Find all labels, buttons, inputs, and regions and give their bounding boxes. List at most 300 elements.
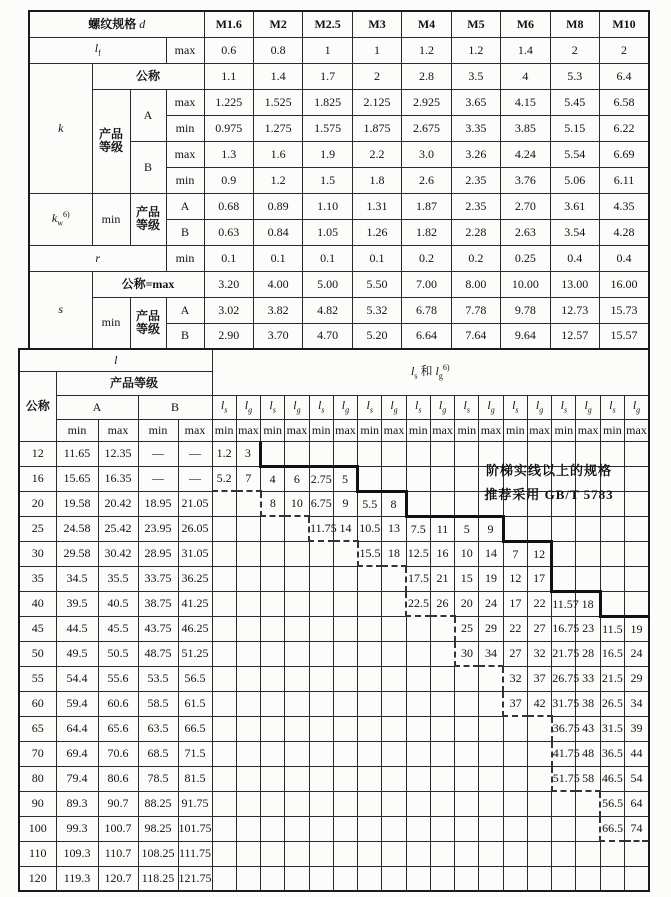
cell — [406, 841, 430, 866]
column-symbol-cell: $l_s$ — [309, 395, 333, 419]
value-cell: 3.0 — [402, 141, 451, 167]
cell: 18.95 — [138, 491, 178, 516]
cell: 39.5 — [56, 591, 98, 616]
cell — [503, 841, 527, 866]
column-limit-cell: max — [527, 419, 551, 441]
cell — [236, 666, 260, 691]
value-cell: 3.26 — [451, 141, 500, 167]
value-cell: 5.45 — [550, 89, 599, 115]
column-limit-cell: min — [261, 419, 285, 441]
nominal-length-cell: 65 — [19, 716, 56, 741]
value-cell: 1.2 — [451, 37, 500, 63]
cell: 56.5 — [178, 666, 212, 691]
cell: 19 — [625, 616, 649, 641]
thread-spec-row — [29, 11, 649, 37]
value-cell: 4.00 — [253, 271, 302, 297]
cell — [333, 441, 357, 466]
cell: 109.3 — [56, 841, 98, 866]
cell — [382, 741, 406, 766]
cell: 7 — [503, 541, 527, 566]
cell — [261, 666, 285, 691]
s-label: s — [29, 271, 92, 349]
cell: 11 — [430, 516, 454, 541]
cell — [552, 866, 576, 891]
value-cell: 2.8 — [402, 63, 451, 89]
column-symbol-cell: $l_s$ — [406, 395, 430, 419]
cell: 51.75 — [552, 766, 576, 791]
cell: 8 — [382, 491, 406, 516]
cell: 78.5 — [138, 766, 178, 791]
value-cell: 1.26 — [352, 219, 401, 245]
cell — [503, 516, 527, 541]
cell — [261, 516, 285, 541]
cell — [261, 541, 285, 566]
cell — [455, 691, 479, 716]
cell — [261, 841, 285, 866]
cell — [309, 716, 333, 741]
r-min-row — [29, 245, 649, 271]
cell — [236, 691, 260, 716]
cell — [285, 741, 309, 766]
cell: 11.65 — [56, 441, 98, 466]
cell — [358, 666, 382, 691]
grade-a-label: A — [56, 395, 138, 419]
cell — [236, 791, 260, 816]
value-cell: 1.87 — [402, 193, 451, 219]
column-symbol-cell: $l_g$ — [285, 395, 309, 419]
cell — [285, 766, 309, 791]
l-label: l — [19, 349, 212, 371]
column-symbol-cell: $l_g$ — [479, 395, 503, 419]
value-cell: 13.00 — [550, 271, 599, 297]
column-symbol-cell: $l_s$ — [503, 395, 527, 419]
cell — [309, 841, 333, 866]
cell: 18 — [382, 541, 406, 566]
limit-label: min — [92, 297, 130, 349]
cell: 60.6 — [98, 691, 138, 716]
step-line-note — [466, 459, 632, 507]
cell: 42 — [527, 691, 551, 716]
limit-label: min — [92, 193, 130, 245]
value-cell: 2.6 — [402, 167, 451, 193]
size-header-cell: M3 — [352, 11, 401, 37]
cell: 20 — [455, 591, 479, 616]
cell: 71.5 — [178, 741, 212, 766]
cell — [600, 841, 624, 866]
cell: 33.75 — [138, 566, 178, 591]
cell — [625, 541, 649, 566]
value-cell: 0.4 — [550, 245, 599, 271]
cell: 68.5 — [138, 741, 178, 766]
value-cell: 12.73 — [550, 297, 599, 323]
grade-a-label: A — [166, 297, 204, 323]
cell: 40.5 — [98, 591, 138, 616]
value-cell: 6.22 — [600, 115, 649, 141]
cell — [430, 466, 454, 491]
cell — [382, 791, 406, 816]
limit-label: min — [138, 419, 178, 441]
cell — [382, 591, 406, 616]
cell — [333, 691, 357, 716]
cell: 5.5 — [358, 491, 382, 516]
cell — [333, 841, 357, 866]
cell: 54.4 — [56, 666, 98, 691]
value-cell: 1.4 — [253, 63, 302, 89]
value-cell: 2 — [352, 63, 401, 89]
value-cell: 6.78 — [402, 297, 451, 323]
cell: 17 — [527, 566, 551, 591]
cell: 46.5 — [600, 766, 624, 791]
cell — [333, 816, 357, 841]
value-cell: 4.35 — [600, 193, 649, 219]
size-header-cell: M8 — [550, 11, 599, 37]
value-cell: 2.675 — [402, 115, 451, 141]
cell: 16.5 — [600, 641, 624, 666]
cell — [479, 816, 503, 841]
cell: 44 — [625, 741, 649, 766]
value-cell: 4.28 — [600, 219, 649, 245]
value-cell: 0.2 — [451, 245, 500, 271]
cell — [236, 591, 260, 616]
cell — [212, 741, 236, 766]
cell — [600, 566, 624, 591]
column-limit-cell: max — [576, 419, 600, 441]
value-cell: 3.70 — [253, 323, 302, 349]
cell: 79.4 — [56, 766, 98, 791]
cell: 119.3 — [56, 866, 98, 891]
cell — [527, 766, 551, 791]
cell: 22.5 — [406, 591, 430, 616]
cell: 108.25 — [138, 841, 178, 866]
value-cell: 3.20 — [204, 271, 253, 297]
cell: 7 — [236, 466, 260, 491]
product-grade-label: 产品等级 — [56, 371, 212, 395]
value-cell: 1.82 — [402, 219, 451, 245]
cell: 38 — [576, 691, 600, 716]
cell — [212, 641, 236, 666]
value-cell: 5.50 — [352, 271, 401, 297]
cell — [285, 816, 309, 841]
column-limit-cell: max — [479, 419, 503, 441]
nominal-length-cell: 60 — [19, 691, 56, 716]
value-cell: 2.35 — [451, 193, 500, 219]
cell: 28.95 — [138, 541, 178, 566]
value-cell: 5.15 — [550, 115, 599, 141]
column-symbol-cell: $l_s$ — [455, 395, 479, 419]
cell — [406, 691, 430, 716]
cell: 64 — [625, 791, 649, 816]
cell: 10.5 — [358, 516, 382, 541]
length-row — [19, 741, 649, 766]
cell — [600, 516, 624, 541]
nominal-length-cell: 35 — [19, 566, 56, 591]
lf-label: $l_f$ — [29, 37, 166, 63]
cell: — — [178, 466, 212, 491]
value-cell: 2.2 — [352, 141, 401, 167]
cell: 22 — [503, 616, 527, 641]
cell — [212, 541, 236, 566]
cell — [430, 841, 454, 866]
cell — [479, 791, 503, 816]
cell — [212, 716, 236, 741]
cell: 16.35 — [98, 466, 138, 491]
value-cell: 6.69 — [600, 141, 649, 167]
limit-label: min — [166, 167, 204, 193]
cell: 121.75 — [178, 866, 212, 891]
value-cell: 9.64 — [501, 323, 550, 349]
cell — [236, 566, 260, 591]
length-row — [19, 716, 649, 741]
value-cell: 0.6 — [204, 37, 253, 63]
cell — [333, 541, 357, 566]
cell: 24.58 — [56, 516, 98, 541]
value-cell: 1.225 — [204, 89, 253, 115]
column-limit-cell: max — [333, 419, 357, 441]
value-cell: 5.06 — [550, 167, 599, 193]
cell — [382, 616, 406, 641]
value-cell: 5.20 — [352, 323, 401, 349]
value-cell: 1.875 — [352, 115, 401, 141]
product-grade-label: 产品 等级 — [130, 193, 166, 245]
cell — [382, 716, 406, 741]
cell — [236, 641, 260, 666]
cell — [285, 616, 309, 641]
cell — [236, 516, 260, 541]
cell — [455, 791, 479, 816]
cell — [503, 766, 527, 791]
r-label: r — [29, 245, 166, 271]
value-cell: 4.82 — [303, 297, 352, 323]
thread-spec-label: 螺纹规格 d — [29, 11, 204, 37]
cell — [285, 791, 309, 816]
nominal-length-cell: 90 — [19, 791, 56, 816]
note-line-1: 阶梯实线以上的规格 — [485, 463, 612, 478]
cell — [406, 616, 430, 641]
cell — [261, 766, 285, 791]
column-symbol-cell: $l_g$ — [576, 395, 600, 419]
length-row — [19, 841, 649, 866]
cell: 21.75 — [552, 641, 576, 666]
size-header-cell: M4 — [402, 11, 451, 37]
k-nominal-row — [29, 63, 649, 89]
cell: 30.42 — [98, 541, 138, 566]
cell: 45.5 — [98, 616, 138, 641]
cell — [285, 666, 309, 691]
cell — [430, 641, 454, 666]
cell — [358, 716, 382, 741]
cell — [309, 666, 333, 691]
cell: 3 — [236, 441, 260, 466]
cell — [455, 816, 479, 841]
nominal-eq-max-label: 公称=max — [92, 271, 204, 297]
column-limit-cell: max — [430, 419, 454, 441]
nominal-length-cell: 80 — [19, 766, 56, 791]
cell: 27 — [527, 616, 551, 641]
cell — [236, 766, 260, 791]
value-cell: 1.825 — [303, 89, 352, 115]
value-cell: 1.5 — [303, 167, 352, 193]
limit-label: max — [166, 37, 204, 63]
cell: 118.25 — [138, 866, 178, 891]
limit-label: min — [166, 245, 204, 271]
cell — [406, 766, 430, 791]
cell — [382, 816, 406, 841]
cell: 59.4 — [56, 691, 98, 716]
length-row — [19, 516, 649, 541]
cell — [503, 866, 527, 891]
cell — [358, 766, 382, 791]
cell — [382, 666, 406, 691]
value-cell: 4.24 — [501, 141, 550, 167]
length-row — [19, 791, 649, 816]
cell — [503, 816, 527, 841]
cell — [455, 841, 479, 866]
cell — [527, 841, 551, 866]
value-cell: 1 — [352, 37, 401, 63]
cell — [455, 866, 479, 891]
cell: — — [178, 441, 212, 466]
length-row — [19, 591, 649, 616]
cell — [406, 666, 430, 691]
value-cell: 0.8 — [253, 37, 302, 63]
cell — [285, 691, 309, 716]
cell: 12 — [503, 566, 527, 591]
cell: 11.5 — [600, 616, 624, 641]
value-cell: 1.275 — [253, 115, 302, 141]
cell: 44.5 — [56, 616, 98, 641]
cell — [333, 766, 357, 791]
cell: 27 — [503, 641, 527, 666]
value-cell: 6.11 — [600, 167, 649, 193]
cell — [576, 866, 600, 891]
cell — [406, 441, 430, 466]
value-cell: 3.5 — [451, 63, 500, 89]
value-cell: 0.1 — [253, 245, 302, 271]
cell — [309, 741, 333, 766]
cell — [285, 441, 309, 466]
cell: 81.5 — [178, 766, 212, 791]
size-header-cell: M10 — [600, 11, 649, 37]
cell: 26 — [430, 591, 454, 616]
value-cell: 1.7 — [303, 63, 352, 89]
cell — [430, 816, 454, 841]
cell — [527, 816, 551, 841]
cell — [261, 816, 285, 841]
size-header-cell: M6 — [501, 11, 550, 37]
cell: 74 — [625, 816, 649, 841]
k-label: k — [29, 63, 92, 193]
cell — [576, 816, 600, 841]
cell — [527, 741, 551, 766]
nominal-length-cell: 120 — [19, 866, 56, 891]
cell — [625, 566, 649, 591]
cell: 5.2 — [212, 466, 236, 491]
cell — [576, 791, 600, 816]
cell: 90.7 — [98, 791, 138, 816]
length-row — [19, 816, 649, 841]
column-symbol-cell: $l_g$ — [430, 395, 454, 419]
cell — [455, 741, 479, 766]
cell — [285, 591, 309, 616]
cell: 39 — [625, 716, 649, 741]
cell: 110.7 — [98, 841, 138, 866]
cell — [479, 666, 503, 691]
grade-b-label: B — [166, 219, 204, 245]
cell — [358, 591, 382, 616]
column-symbol-cell: $l_g$ — [236, 395, 260, 419]
cell — [479, 766, 503, 791]
cell — [625, 516, 649, 541]
column-limit-cell: min — [600, 419, 624, 441]
cell — [309, 766, 333, 791]
column-limit-cell: min — [552, 419, 576, 441]
cell — [261, 591, 285, 616]
cell — [430, 866, 454, 891]
cell — [455, 666, 479, 691]
cell — [382, 566, 406, 591]
cell — [236, 716, 260, 741]
column-limit-cell: min — [455, 419, 479, 441]
value-cell: 0.25 — [501, 245, 550, 271]
cell: 88.25 — [138, 791, 178, 816]
value-cell: 3.82 — [253, 297, 302, 323]
cell — [527, 516, 551, 541]
cell — [600, 591, 624, 616]
value-cell: 5.00 — [303, 271, 352, 297]
value-cell: 3.76 — [501, 167, 550, 193]
value-cell: 0.975 — [204, 115, 253, 141]
cell — [382, 766, 406, 791]
value-cell: 2.125 — [352, 89, 401, 115]
cell — [552, 566, 576, 591]
cell: 16 — [430, 541, 454, 566]
cell — [212, 791, 236, 816]
cell: 6.75 — [309, 491, 333, 516]
value-cell: 1.9 — [303, 141, 352, 167]
lower-header-row-3 — [19, 395, 649, 419]
cell: 16.75 — [552, 616, 576, 641]
cell — [358, 466, 382, 491]
value-cell: 16.00 — [600, 271, 649, 297]
cell: 56.5 — [600, 791, 624, 816]
cell: 91.75 — [178, 791, 212, 816]
cell: 35.5 — [98, 566, 138, 591]
value-cell: 0.2 — [402, 245, 451, 271]
value-cell: 0.4 — [600, 245, 649, 271]
cell — [625, 841, 649, 866]
value-cell: 1.3 — [204, 141, 253, 167]
cell — [285, 716, 309, 741]
cell — [333, 591, 357, 616]
cell — [236, 866, 260, 891]
cell: 20.42 — [98, 491, 138, 516]
cell: 7.5 — [406, 516, 430, 541]
length-row — [19, 641, 649, 666]
value-cell: 1.575 — [303, 115, 352, 141]
cell — [430, 741, 454, 766]
value-cell: 0.9 — [204, 167, 253, 193]
value-cell: 1.10 — [303, 193, 352, 219]
length-row — [19, 541, 649, 566]
cell — [212, 841, 236, 866]
value-cell: 2 — [600, 37, 649, 63]
cell — [406, 466, 430, 491]
cell — [479, 716, 503, 741]
cell — [309, 641, 333, 666]
cell — [261, 866, 285, 891]
cell: 1.2 — [212, 441, 236, 466]
value-cell: 10.00 — [501, 271, 550, 297]
